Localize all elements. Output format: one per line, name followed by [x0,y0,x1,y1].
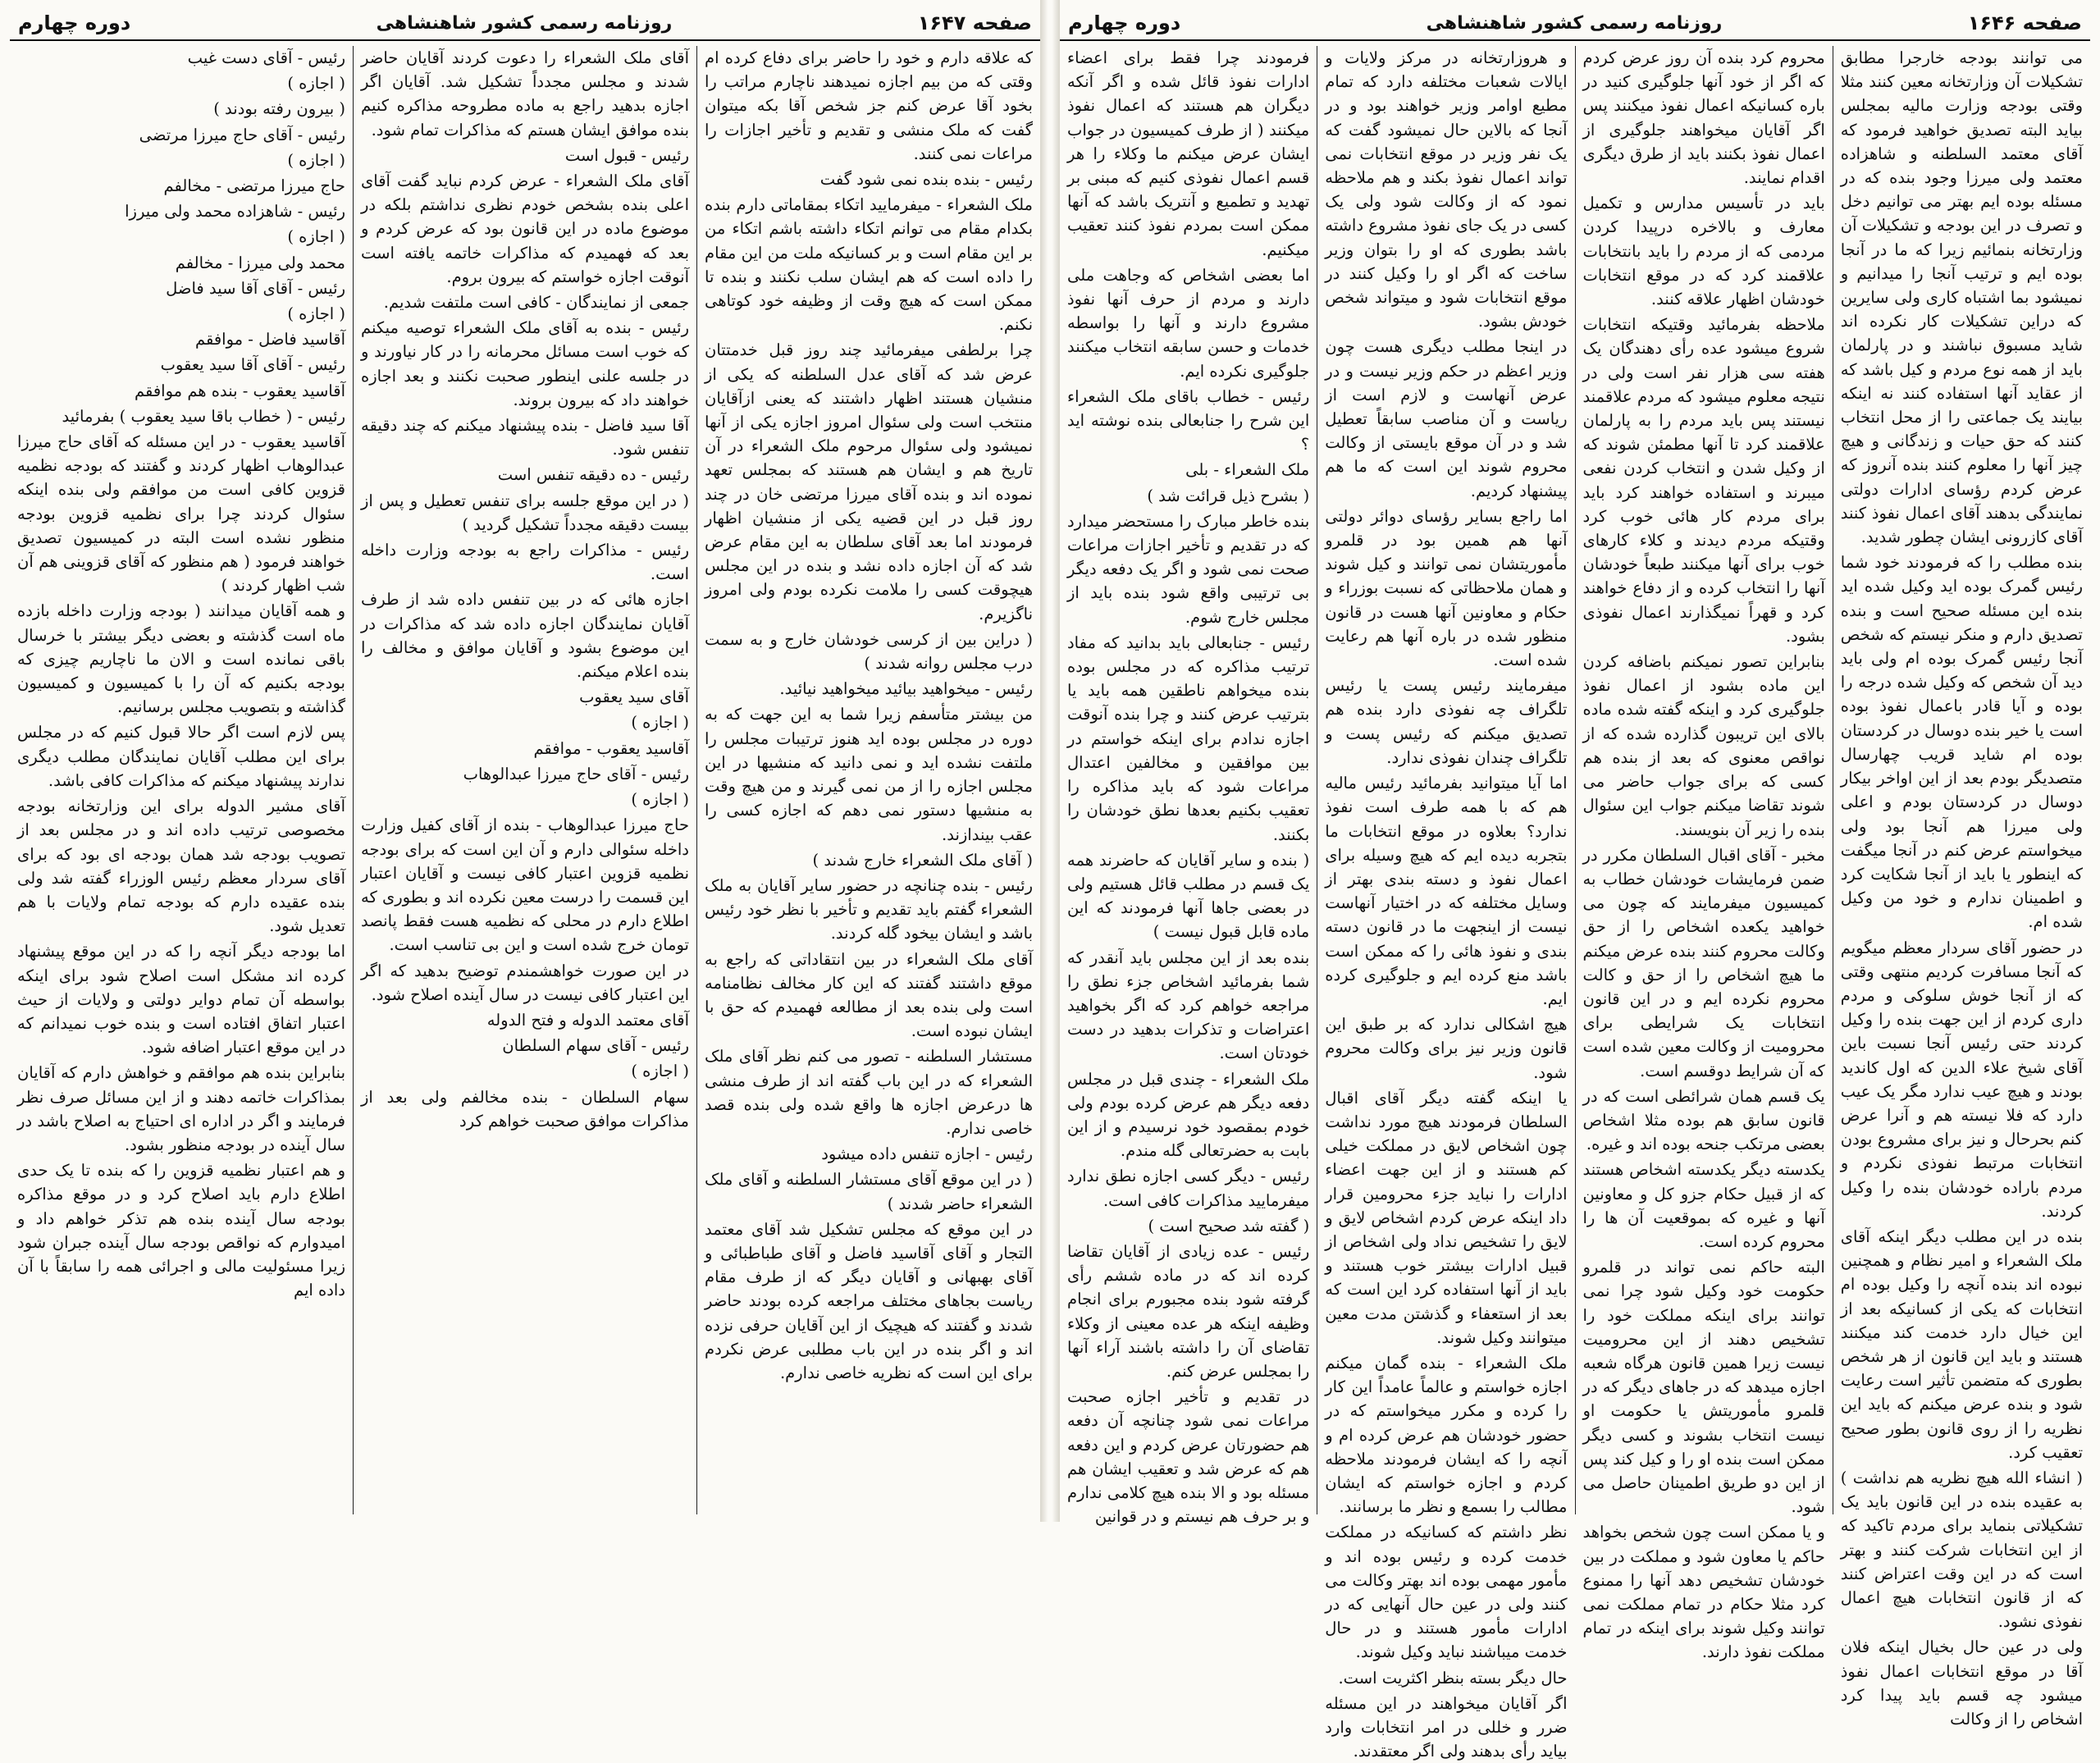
text-column [10,46,353,1514]
paragraph: آقا سید فاضل - بنده پیشنهاد میکنم که چند دقیقه تنفس شود. [361,416,689,459]
paragraph: ( اجازه ) [631,1062,689,1081]
publication-title: روزنامه رسمی کشور شاهنشاهی [376,12,673,34]
paragraph: و هم اعتبار نظمیه قزوین را که بنده تا یک حدی اطلاع دارم باید اصلاح کرد و در موقع مذاکره بودجه سال آینده بنده هم تذکر خواهم داد و امیدوارم که نواقص بودجه سال آینده جبران شود زیرا مسئولیت مالی و اجرائی همه را سابقاً با آن داده ایم [17,1161,345,1300]
paragraph: ( بیرون رفته بودند ) [213,99,345,119]
column-container [1060,46,2090,1761]
paragraph: آقای ملک الشعراء - عرض کردم نباید گفت آقای اعلی بنده بشخص خودم نظری نداشتم بلکه در موضوع ماده در این قانون بود که عرض کردم و بعد که فهمیدم که مذاکرات خاتمه یافته است آنوقت اجازه خواستم که بیرون بروم. [361,171,689,286]
paragraph: رئیس - عده زیادی از آقایان تقاضا کرده اند که در ماده ششم رأی گرفته شود بنده مجبورم برای انجام وظیفه اینکه هر عده معینی از وکلاء تقاضای آن را داشته باشند آراء آنها را بمجلس عرض کنم. [1067,1241,1310,1381]
paragraph: حاج میرزا عبدالوهاب - بنده از آقای کفیل وزارت داخله سئوالی دارم و آن این است که برای بودجه نظمیه قزوین اعتبار کافی نیست و آقایان اعتبار این قسمت را درست معین نکرده اند و بطوری که اطلاع دارم در محلی که نظمیه هست فقط پانصد تومان خرج شده است و این بی تناسب است. [361,815,689,955]
left-page [0,0,1050,1522]
paragraph: اما بودجه دیگر آنچه را که در این موقع پیشنهاد کرده اند مشکل است اصلاح شود برای اینکه بواسطه آن تمام دوایر دولتی و ولایات از حیث اعتبار اتفاق افتاده است و بنده خوب نمیدانم که در این موقع اعتبار اضافه شود. [17,942,345,1057]
paragraph: ( در این موقع آقای مستشار السلطنه و آقای ملک الشعراء حاضر شدند ) [705,1170,1033,1213]
paragraph: ( گفته شد صحیح است ) [1148,1216,1310,1235]
paragraph: رئیس - بنده بنده نمی شود گفت [819,170,1033,190]
paragraph: رئیس - مذاکرات راجع به بودجه وزارت داخله است. [361,541,689,584]
paragraph: آقای معتمد الدوله و فتح الدوله [486,1010,689,1030]
paragraph: رئیس - آقای سهام السلطان [502,1036,689,1056]
paragraph: ( انشاء الله هیچ نظریه هم نداشت ) به عقیده بنده در این قانون باید یک تشکیلاتی بنماید برای مردم تاکید که از این انتخابات شرکت کنند و بهتر است که در این وقت اعتراض کنند که از قانون انتخابات هیچ اعمال نفوذی نشود. [1840,1468,2083,1632]
paragraph: و همه آقایان میدانند ( بودجه وزارت داخله بازده ماه است گذشته و بعضی دیگر بیشتر با خرسال باقی نمانده است و الان ما ناچاریم چیزی که بودجه بکنیم که آن را با کمیسیون و کمیسیون گذاشته و بتصویب مجلس برسانیم. [17,601,345,717]
paragraph: ملک الشعراء - میفرمایید اتکاء بمقاماتی دارم بنده بکدام مقام می توانم اتکاء داشته باشم اتکاء من بر این مقام است و بر کسانیکه ملت من این مقام را داده است که هم ایشان سلب نکنند و بنده تا ممکن است که هیچ وقت از وظیفه خود کوتاهی نکنم. [705,195,1033,335]
paragraph: ( آقای ملک الشعراء خارج شدند ) [812,850,1033,870]
paragraph: فرمودند چرا فقط برای اعضاء ادارات نفوذ قائل شده و اگر آنکه دیگران هم هستند که اعمال نفوذ میکنند ( از طرف کمیسیون در جواب ایشان عرض میکنم ما وکلاء را هر قسم اعمال نفوذی کنیم که مبنی بر تهدید و تطمیع و آنتریک باشد که آنها ممکن است بمردم نفوذ کنند تعقیب میکنیم. [1067,48,1310,259]
paragraph: رئیس - بنده چنانچه در حضور سایر آقایان به ملک الشعراء گفتم باید تقدیم و تأخیر با نظر خود رئیس باشد و ایشان بیخود گله کردند. [705,875,1033,943]
paragraph: رئیس - آقای حاج میرزا مرتضی [139,125,345,144]
paragraph: آقای سید یعقوب [579,687,689,707]
paragraph: بنده خاطر مبارک را مستحضر میدارد که در تقدیم و تأخیر اجازات مراعات صحت نمی شود و اگر یک دفعه دیگر بی ترتیبی واقع شود بنده باید از مجلس خارج شوم. [1067,511,1310,627]
paragraph: در حضور آقای سردار معظم میگویم که آنجا مسافرت کردیم منتهی وقتی که از آنجا خوش سلوکی و مردم داری کردم از این جهت بنده را وکیل کردند حتی رئیس آنجا نسبت باین آقای شیخ علاء الدین که اول کاندید بودند و هیچ عیب ندارد مگر یک عیب دارد که فلا نیسته هم و آنرا عرض کنم بحرحال و نیز برای مشروع بودن انتخابات مرتبط نفوذی نکردم و مردم باراده خودشان بنده را وکیل کردند. [1840,938,2083,1221]
paragraph: من بیشتر متأسفم زیرا شما به این جهت که به دوره در مجلس بوده اید هنوز ترتیبات مجلس را ملتفت نشده اید و نمی دانید که منشیها در این مجلس اجازه را از من نمی گیرند و من هیچ وقت به منشیها دستور نمی دهم که اجازه کسی را عقب بیندازند. [705,705,1033,844]
page-header [1060,7,2090,41]
paragraph: سهام السلطان - بنده مخالفم ولی بعد از مذاکرات موافق صحبت خواهم کرد [361,1087,689,1130]
text-column [1317,46,1574,1761]
paragraph: بنده بعد از این مجلس باید آنقدر که شما بفرمائید اشخاص جزء نطق را مراجعه خواهم کرد که اگر بخواهید اعتراضات و تذکرات بدهید در دست خودتان است. [1067,948,1310,1063]
paragraph: رئیس - آقای حاج میرزا عبدالوهاب [463,764,689,783]
paragraph: یک قسم همان شرائطی است که در قانون سابق هم بوده مثلا اشخاص بعضی مرتکب جنحه بوده اند و غیره. [1582,1086,1825,1154]
paragraph: بنابراین تصور نمیکنم باضافه کردن این ماده بشود از اعمال نفوذ جلوگیری کرد و اینکه گفته شده ماده بالای این تریبون گذارده شده که از نواقص معنوی که بعد از بنده هم کسی که برای جواب حاضر می شوند تقاضا میکنم جواب این سئوال بنده را زیر آن بنویسند. [1582,652,1825,839]
paragraph: ملاحظه بفرمائید وقتیکه انتخابات شروع میشود عده رأی دهندگان یک هفته سی هزار نفر است ولی در نتیجه معلوم میشود که مردم علاقمند نیستند پس باید مردم را به پارلمان علاقمند کرد تا آنها مطمئن شوند که از وکیل شدن و انتخاب کردن نفعی میبرند و استفاده خواهند کرد باید برای مردم کار هائی خوب کرد وقتیکه مردم دیدند و کلاء کارهای خوب برای آنها میکنند طبعاً خودشان آنها را انتخاب کرده و از دفاع خواهند کرد و قهراً نمیگذارند اعمال نفوذی بشود. [1582,315,1825,646]
paragraph: آقای ملک الشعراء را دعوت کردند آقایان حاضر شدند و مجلس مجدداً تشکیل شد. آقایان اگر اجازه بدهید راجع به ماده مطروحه مذاکره کنیم بنده موافق ایشان هستم که مذاکرات تمام شود. [361,48,689,139]
column-container [10,46,1040,1514]
paragraph: آقاسید یعقوب - در این مسئله که آقای حاج میرزا عبدالوهاب اظهار کردند و گفتند که بودجه نظمیه قزوین کافی است من موافقم ولی بنده اینکه سئوال کردند چرا برای نظمیه قزوین بودجه منظور نشده است البته در کمیسیون تصدیق خواهند فرمود ( هم منظور که آقای قزوینی هم آن شب اظهار کردند ) [17,432,345,596]
session-label: دوره چهارم [1068,11,1181,34]
paragraph: آقاسید یعقوب - بنده هم موافقم [135,381,345,400]
paragraph: که علاقه دارم و خود را حاضر برای دفاع کرده ام وقتی که من بیم اجازه نمیدهند ناچارم مراتب را بخود آقا عرض کنم جز شخص آقا بکه میتوان گفت که ملک منشی و تقدیم و تأخیر اجازات را مراعات نمی کنند. [705,48,1033,163]
paragraph: یا اینکه گفته دیگر آقای اقبال السلطان فرمودند هیچ مورد نداشت چون اشخاص لایق در مملکت خیلی کم هستند و از این جهت اعضاء ادارات را نباید جزء محرومین قرار داد اینکه عرض کردم اشخاص لایق و لایق را تشخیص نداد ولی اشخاص از قبیل ادارات بیشتر خوب هستند و باید از آنها استفاده کرد این است که بعد از استعفاء و گذشتن مدت معین میتوانند وکیل شوند. [1325,1088,1568,1347]
paragraph: ( اجازه ) [631,790,689,810]
paragraph: در اینجا مطلب دیگری هست چون وزیر اعظم در حکم وزیر نیست و در عرض آنهاست و لازم است از ریاست و آن مناصب سابقاً تعطیل شد و در آن موقع بایستی از وکالت محروم شوند این است که ما هم پیشنهاد کردیم. [1325,337,1568,500]
paragraph: ملک الشعراء - بنده گمان میکنم اجازه خواستم و عالماً عامداً این کار را کرده و مکرر میخواستم که در حضور خودشان هم عرض کرده ام و آنچه را که ایشان فرمودند ملاحظه کردم و اجازه خواستم که ایشان مطالب را بسمع و نظر ما برسانند. [1325,1353,1568,1517]
paragraph: ( دراین بین از کرسی خودشان خارج و به سمت درب مجلس روانه شدند ) [705,629,1033,674]
text-column [1833,46,2090,1729]
paragraph: رئیس - ( خطاب باقا سید یعقوب ) بفرمائید [62,406,345,426]
text-column [1575,46,1833,1662]
paragraph: ملک الشعراء - چندی قبل در مجلس دفعه دیگر هم عرض کرده بودم ولی خودم بمقصود خود نرسیدم و از این بابت به حضرتعالی گله مندم. [1067,1069,1310,1161]
paragraph: ( اجازه ) [631,713,689,733]
paragraph: در این صورت خواهشمندم توضیح بدهید که اگر این اعتبار کافی نیست در سال آینده اصلاح شود. [361,961,689,1004]
paragraph: ( اجازه ) [287,150,345,170]
paragraph: و هروزارتخانه در مرکز ولایات و ایالات شعبات مختلفه دارد که تمام مطیع اوامر وزیر خواهند بود و در آنجا که بالاین حال نمیشود گفت که یک نفر وزیر در موقع انتخابات نمی تواند اعمال نفوذ بکند و هم ملاحظه نمود که از وکالت شود ولی یک کسی در یک جای نفوذ مشروع داشته باشد بطوری که او را بتوان وزیر ساخت که اگر او را وکیل کنند در موقع انتخابات شود و میتواند شخص خودش بشود. [1325,48,1568,331]
paragraph: آقای مشیر الدوله برای این وزارتخانه بودجه مخصوصی ترتیب داده اند و در مجلس بعد از تصویب بودجه شد همان بودجه ای بود که برای آقای سردار معظم رئیس الوزراء گفته شد ولی بنده عقیده دارم که بودجه تمام ولایات با هم تعدیل شود. [17,797,345,936]
paragraph: اگر آقایان میخواهند در این مسئله ضرر و خللی در امر انتخابات وارد بیاید رأی بدهند ولی اگر معتقدند. [1325,1693,1568,1761]
paragraph: در این موقع که مجلس تشکیل شد آقای معتمد التجار و آقای آقاسید فاضل و آقای طباطبائی و آقای بهبهانی و آقایان دیگر که از طرف مقام ریاست بجاهای مختلف مراجعه کرده بودند حاضر شدند و گفتند که هیچیک از این آقایان حرفی نزده اند و اگر بنده در این باب مطلبی عرض نکردم برای این است که نظریه خاصی ندارم. [705,1219,1033,1382]
paragraph: رئیس - دیگر کسی اجازه نطق ندارد میفرمایید مذاکرات کافی است. [1067,1167,1310,1210]
paragraph: در تقدیم و تأخیر اجازه صحبت مراعات نمی شود چنانچه آن دفعه هم حضورتان عرض کردم و این دفعه هم که عرض شد و تعقیب ایشان هم مسئله بود و الا بنده هیچ کلامی ندارم و بر حرف هم نیستم و در قوانین [1067,1387,1310,1527]
paragraph: رئیس - ده دقیقه تنفس است [497,465,689,485]
paragraph: رئیس - جنابعالی باید بدانید که مفاد ترتیب مذاکره که در مجلس بوده بنده میخواهم ناطقین همه باید یا بترتیب عرض کنند و چرا بنده آنوقت اجازه ندادم برای اینکه خواستم در بین موافقین و مخالفین اعتدال مراعات شود که باید مذاکره را تعقیب بکنیم بعدها نطق خودشان را بکنند. [1067,633,1310,844]
page-number: صفحه ۱۶۴۶ [1967,11,2082,34]
paragraph: ( در این موقع جلسه برای تنفس تعطیل و پس از بیست دقیقه مجدداً تشکیل گردید ) [361,491,689,534]
page-number: صفحه ۱۶۴۷ [917,11,1032,34]
paragraph: حال دیگر بسته بنظر اکثریت است. [1338,1668,1568,1688]
paragraph: ( اجازه ) [287,74,345,94]
paragraph: مستشار السلطنه - تصور می کنم نظر آقای ملک الشعراء که در این باب گفته اند از طرف منشی ها درعرض اجازه ها واقع شده ولی بنده قصد خاصی ندارم. [705,1047,1033,1138]
publication-title: روزنامه رسمی کشور شاهنشاهی [1426,12,1723,34]
paragraph: آقاسید فاضل - موافقم [194,330,345,349]
paragraph: محمد ولی میرزا - مخالفم [175,253,345,272]
paragraph: رئیس - خطاب باقای ملک الشعراء این شرح را جنابعالی بنده نوشته اید ؟ [1067,386,1310,454]
page-header [10,7,1040,41]
paragraph: ( اجازه ) [287,227,345,247]
paragraph: چرا برلطفی میفرمائید چند روز قبل خدمتتان عرض شد که آقای عدل السلطنه که یکی از منشیان هستند اظهار داشتند که یعنی ازآقایان منتخب است ولی سئوال امروز اجازه یکی از آنها نمیشود ولی سئوال مرحوم ملک الشعراء در آن تاریخ هم و ایشان هم هستند که بمجلس تعهد نموده اند و بنده آقای میرزا مرتضی خان در چند روز قبل در این قضیه یکی از منشیان اظهار فرمودند اما بعد آقای سلطان به این مقام عرض شد که آن اجازه داده نشد و بنده در این مجلس هیچوقت کسی را ملامت نکرده بودم ولی امروز ناگزیرم. [705,340,1033,623]
paragraph: محروم کرد بنده آن روز عرض کردم که اگر از خود آنها جلوگیری کنید در باره کسانیکه اعمال نفوذ میکنند پس اگر آقایان میخواهند جلوگیری از اعمال نفوذ بکنند باید از طرق دیگری اقدام نمایند. [1582,48,1825,188]
paragraph: ( بشرح ذیل قرائت شد ) [1147,486,1310,505]
paragraph: بنابراین بنده هم موافقم و خواهش دارم که آقایان بمذاکرات خاتمه دهند و از این مسائل صرف نظر فرمایند و اگر در اداره ای احتیاج به اصلاح باشد در سال آینده در بودجه منظور بشود. [17,1063,345,1154]
text-column [1060,46,1317,1527]
paragraph: رئیس - بنده به آقای ملک الشعراء توصیه میکنم که خوب است مسائل محرمانه را در کار نیاورند و در جلسه علنی اینطور صحبت نکنند و بعد اجازه خواهند داد که بیرون بروند. [361,318,689,409]
paragraph: یکدسته دیگر یکدسته اشخاص هستند که از قبیل حکام جزو کل و معاونین آنها و غیره که بموقعیت آن ها را محروم کرده است. [1582,1160,1825,1251]
paragraph: هیچ اشکالی ندارد که بر طبق این قانون وزیر نیز برای وکالت محروم شود. [1325,1015,1568,1082]
right-page [1050,0,2100,1761]
paragraph: آقاسید یعقوب - موافقم [533,738,689,758]
paragraph: آقای ملک الشعراء در بین انتقاداتی که راجع به موقع داشتند گفتند که این کار مخالف نظامنامه است ولی بنده بعد از مطالعه فهمیدم که حق با ایشان نبوده است. [705,949,1033,1041]
paragraph: مخبر - آقای اقبال السلطان مکرر در ضمن فرمایشات خودشان خطاب به کمیسیون میفرمایند که چون می خواهید یکعده اشخاص را از حق وکالت محروم کنند بنده عرض میکنم ما هیچ اشخاص را از حق و کالت محروم نکرده ایم و در این قانون انتخابات یک شرایطی برای محرومیت از وکالت معین شده است که آن شرایط دوقسم است. [1582,845,1825,1080]
paragraph: و یا ممکن است چون شخص بخواهد حاکم یا معاون شود و مملکت در بین خودشان تشخیص دهد آنها را ممنوع کرد مثلا حکام در تمام مملکت نمی توانند وکیل شوند برای اینکه در تمام مملکت نفوذ دارند. [1582,1523,1825,1662]
paragraph: رئیس - قبول است [564,145,689,165]
paragraph: رئیس - آقای آقا سید فاضل [166,278,345,298]
paragraph: بنده در این مطلب دیگر اینکه آقای ملک الشعراء و امیر نظام و همچنین نبوده اند بنده آنچه را وکیل بوده ام انتخابات که یکی از کسانیکه بعد از این خیال دارد خدمت کند میکنند هستند و باید این قانون از هر شخص بطوری که متضمن تأثیر است رعایت شود و بنده عرض میکنم که باید این نظریه را از روی قانون بطور صحیح تعقیب کرد. [1840,1226,2083,1462]
text-column [696,46,1040,1514]
paragraph: رئیس - آقای دست غیب [187,48,345,67]
paragraph: ( اجازه ) [287,304,345,324]
paragraph: ( بنده و سایر آقایان که حاضرند همه یک قسم در مطلب قائل هستیم ولی در بعضی جاها آنها فرمودند که این ماده قابل قبول نیست ) [1067,850,1310,942]
paragraph: اما بعضی اشخاص که وجاهت ملی دارند و مردم از حرف آنها نفوذ مشروع دارند و آنها را بواسطه خدمات و حسن سابقه انتخاب میکنند جلوگیری نکرده ایم. [1067,265,1310,381]
session-label: دوره چهارم [18,11,131,34]
paragraph: ملک الشعراء - بلی [1185,460,1310,480]
paragraph: پس لازم است اگر حالا قبول کنیم که در مجلس برای این مطلب آقایان نمایندگان مطلب دیگری ندارند پیشنهاد میکنم که مذاکرات کافی باشد. [17,723,345,790]
paragraph: اما راجع بسایر رؤسای دوائر دولتی آنها هم همین بود در قلمرو مأموریتشان نمی توانند و کیل شوند و همان ملاحظاتی که نسبت بوزراء و حکام و معاونین آنها هست در قانون منظور شده در باره آنها هم رعایت شده است. [1325,506,1568,670]
paragraph: اجازه هائی که در بین تنفس داده شد از طرف آقایان نمایندگان اجازه داده شد که مذاکرات در این موضوع بشود و آقایان موافق و مخالف را بنده اعلام میکنم. [361,590,689,682]
paragraph: ولی در عین حال بخیال اینکه فلان آقا در موقع انتخابات اعمال نفوذ میشود چه قسم باید پیدا کرد اشخاص را از وکالت [1840,1637,2083,1729]
paragraph: بنده مطلب را که فرمودند خود شما رئیس گمرک بوده اید وکیل شده اید بنده این مسئله صحیح است و بنده تصدیق دارم و منکر نیستم که شخص آنجا رئیس گمرک بوده ام ولی باید دید آن شخص که وکیل شده درجه را بوده و آیا قادر باعمال نفوذ بوده است یا خیر بنده دوسال در کردستان بوده ام شاید قریب چهارسال متصدیگر بودم بعد از این اواخر بیکار دوسال در کردستان بودم و اعلی ولی میرزا هم آنجا بود ولی میخواستم عرض کنم در آنجا میگفت که اینطور یا باید از آنجا شکایت کرد و اطمینان ندارم و خود من وکیل شده ام. [1840,553,2083,932]
paragraph: البته حاکم نمی تواند در قلمرو حکومت خود وکیل شود چرا نمی توانند برای اینکه مملکت خود را تشخیص دهند از این محرومیت نیست زیرا همین قانون هرگاه شعبه اجازه میدهد که در جاهای دیگر که در قلمرو مأموریتش یا حکومت او نیست انتخاب بشوند و کسی دیگر ممکن است بنده او را و کیل کند پس از این دو طریق اطمینان حاصل می شود. [1582,1258,1825,1517]
paragraph: میفرمایند رئیس پست یا رئیس تلگراف چه نفوذی دارد بنده هم تصدیق میکنم که رئیس پست و تلگراف چندان نفوذی ندارد. [1325,676,1568,767]
paragraph: رئیس - میخواهید بیائید میخواهید نیائید. [779,679,1033,699]
paragraph: رئیس - شاهزاده محمد ولی میرزا [125,202,345,222]
paragraph: رئیس - آقای آقا سید یعقوب [160,355,345,375]
paragraph: رئیس - اجازه تنفس داده میشود [821,1144,1033,1164]
paragraph: جمعی از نمایندگان - کافی است ملتفت شدیم. [383,293,689,313]
paragraph: حاج میرزا مرتضی - مخالفم [163,176,345,196]
text-column [353,46,696,1514]
paragraph: نظر داشتم که کسانیکه در مملکت خدمت کرده و رئیس بوده اند و مأمور مهمی بوده اند بهتر وکالت می کنند ولی در عین حال آنهایی که در ادارات مأمور هستند و در حال خدمت میباشند نباید وکیل شوند. [1325,1523,1568,1662]
paragraph: باید در تأسیس مدارس و تکمیل معارف و بالاخره درپیدا کردن مردمی که از مردم را باید بانتخابات علاقمند کرد که در موقع انتخابات خودشان اظهار علاقه کنند. [1582,194,1825,309]
paragraph: می توانند بودجه خارجرا مطابق تشکیلات آن وزارتخانه معین کنند مثلا وقتی بودجه وزارت مالیه بمجلس بیاید البته تصدیق خواهید فرمود که آقای معتمد السلطنه و شاهزاده معتمد ولی میرزا وجود بنده که در مسئله بوده ایم بهتر می توانیم دخل و تصرف در این بودجه و تشکیلات آن وزارتخانه بنمائیم زیرا که ما در آنجا بوده ایم و ترتیب آنجا را میدانیم و نمیشود بما اشتباه کاری ولی سایرین که دراین تشکیلات کار نکرده اند شاید مسبوق نباشند و در پارلمان باید از همه نوع مردم و کیل باشد که از عقاید آنها استفاده کنند نه اینکه بیایند یک جماعتی را از محل انتخاب کنند که حق حیات و زندگانی و هیچ چیز آنها را معلوم کنند بنده آنروز که عرض کردم رؤسای ادارات دولتی نمایندگی بدهند آقای اعمال نفوذ کنند آقای کازرونی ایشان چطور شدید. [1840,48,2083,547]
paragraph: اما آیا میتوانید بفرمائید رئیس مالیه هم که با همه طرف است نفوذ ندارد؟ بعلاوه در موقع انتخابات ما بتجربه دیده ایم که هیچ وسیله برای اعمال نفوذ و دسته بندی بهتر از وسایل مختلفه که در اختیار آنهاست نیست از اینجهت ما در قانون دسته بندی و نفوذ هائی را که ممکن است باشد منع کرده ایم و جلوگیری کرده ایم. [1325,774,1568,1008]
